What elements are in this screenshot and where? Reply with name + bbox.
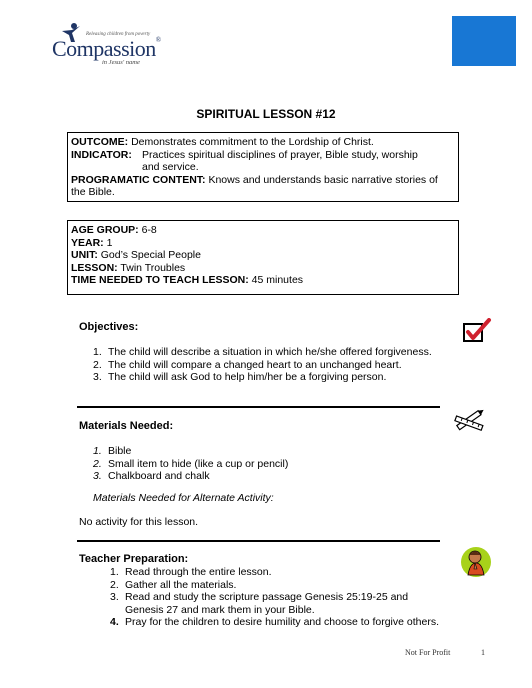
praying-child-icon: [460, 545, 492, 579]
year-value: 1: [103, 236, 113, 249]
item-number: 3.: [93, 470, 102, 482]
item-text: The child will compare a changed heart to an unchanged heart.: [108, 358, 402, 371]
outcome-line: [71, 136, 455, 149]
list-item: [93, 346, 432, 359]
unit-line: [71, 249, 455, 262]
item-text: Read through the entire lesson.: [125, 566, 272, 578]
logo-tagline: Releasing children from poverty: [86, 32, 151, 37]
outcome-box: [67, 132, 459, 202]
list-item: [93, 470, 288, 483]
indicator-line: [71, 149, 455, 174]
lesson-label: LESSON:: [71, 261, 118, 274]
year-line: [71, 237, 455, 250]
list-item: [93, 359, 432, 372]
footer-label: Not For Profit: [405, 648, 451, 657]
time-value: 45 minutes: [248, 274, 304, 286]
section-divider: [77, 406, 440, 408]
section-divider: [77, 540, 440, 542]
item-text: Genesis 27 and mark them in your Bible.: [125, 603, 315, 616]
lesson-info-box: [67, 220, 459, 295]
page-title: SPIRITUAL LESSON #12: [196, 107, 336, 121]
time-line: [71, 274, 455, 287]
item-text: Read and study the scripture passage Genesis 25:19-25 and: [125, 591, 409, 603]
list-item: [93, 371, 432, 384]
indicator-text: Practices spiritual disciplines of prayer, Bible study, worship and service.: [142, 148, 418, 173]
page-number: 1: [481, 648, 485, 657]
brand-color-block: [452, 16, 516, 66]
item-number: 3.: [93, 371, 102, 383]
indicator-label: INDICATOR:: [71, 148, 132, 161]
compassion-logo: [52, 22, 164, 68]
outcome-label: OUTCOME:: [71, 136, 129, 148]
item-text: Small item to hide (like a cup or pencil): [108, 457, 289, 470]
time-label: TIME NEEDED TO TEACH LESSON:: [71, 274, 249, 286]
item-text: The child will describe a situation in which he/she offered forgiveness.: [108, 346, 432, 358]
no-activity-note: No activity for this lesson.: [79, 516, 199, 528]
outcome-text: Demonstrates commitment to the Lordship of Christ.: [128, 136, 374, 148]
lesson-line: [71, 262, 455, 275]
list-item: [110, 604, 439, 617]
item-text: The child will ask God to help him/her be a forgiving person.: [108, 371, 387, 383]
checkbox-check-icon: [462, 318, 492, 344]
materials-list: [93, 445, 288, 483]
item-number: 2.: [93, 457, 102, 470]
item-text: Bible: [108, 445, 132, 457]
pencil-ruler-icon: [452, 407, 488, 433]
list-item: [110, 591, 439, 604]
item-number: 4.: [110, 616, 119, 628]
list-item: [93, 445, 288, 458]
item-text: Pray for the children to desire humility and choose to forgive others.: [125, 616, 439, 628]
objectives-list: [93, 346, 432, 384]
unit-value: God’s Special People: [97, 249, 201, 261]
age-group-value: 6-8: [138, 224, 157, 236]
item-text: Chalkboard and chalk: [108, 470, 210, 482]
item-number: 2.: [93, 358, 102, 371]
list-item: [110, 616, 439, 629]
item-number: 1.: [93, 346, 102, 358]
unit-label: UNIT:: [71, 249, 98, 261]
logo-wordmark: Compassion®: [52, 36, 161, 61]
list-item: [110, 566, 439, 579]
teacher-prep-list: [110, 566, 439, 629]
item-number: 2.: [110, 578, 119, 591]
materials-heading: Materials Needed:: [79, 420, 174, 432]
item-number: 1.: [110, 566, 119, 578]
item-number: 1.: [93, 445, 102, 457]
objectives-heading: Objectives:: [79, 321, 139, 333]
item-text: Gather all the materials.: [125, 578, 237, 591]
age-group-label: AGE GROUP:: [71, 224, 139, 236]
programatic-text: Knows and understands basic narrative stories of the Bible.: [71, 173, 438, 198]
programatic-label: PROGRAMATIC CONTENT:: [71, 173, 206, 186]
item-number: [110, 604, 125, 617]
list-item: [110, 579, 439, 592]
alternate-materials-title: Materials Needed for Alternate Activity:: [93, 492, 274, 504]
lesson-value: Twin Troubles: [117, 261, 186, 274]
programatic-line: [71, 174, 455, 199]
age-group-line: [71, 224, 455, 237]
year-label: YEAR:: [71, 236, 104, 249]
item-number: 3.: [110, 591, 119, 603]
list-item: [93, 458, 288, 471]
logo-subline: in Jesus' name: [102, 59, 140, 66]
teacher-prep-heading: Teacher Preparation:: [79, 553, 189, 565]
